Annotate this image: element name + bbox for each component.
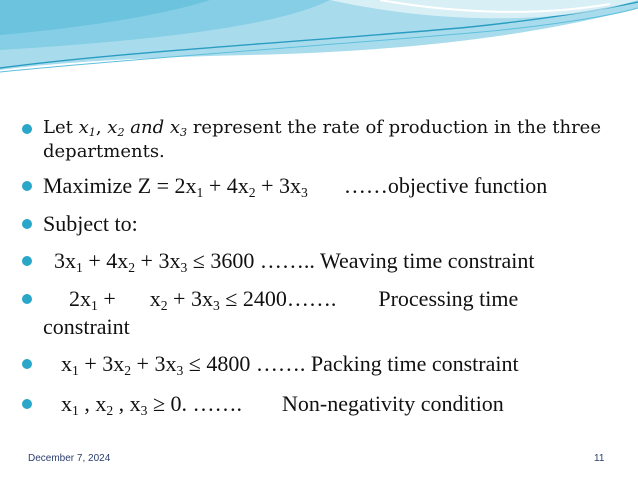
bullet-subject-to: Subject to: xyxy=(22,210,622,238)
bullet-weaving-constraint: $3x_1 + 4x_2 + 3x_3 \le 3600$ …….. Weaving time constraint xyxy=(22,247,622,275)
footer-date: December 7, 2024 xyxy=(28,453,111,464)
slide-content xyxy=(22,116,622,418)
bullet-variables: Let $x_1$, $x_2$ and $x_3$ represent the rate of production in the three departments. xyxy=(22,116,622,164)
bullet-non-negativity: $x_1$ , $x_2$ , $x_3 \ge 0$. ……. Non-negativity condition xyxy=(22,390,622,418)
bullet-processing-constraint: $2x_1 + x_2 + 3x_3$ ≤ 2400……. Processing time constraint xyxy=(22,285,622,340)
bullet-packing-constraint: $x_1 + 3x_2 + 3x_3 \le 4800$ ……. Packing time constraint xyxy=(22,350,622,378)
header-wave-decoration xyxy=(0,0,638,90)
slide-number: 11 xyxy=(594,453,605,464)
bullet-objective: Maximize $Z = 2x_1 + 4x_2 + 3x_3$ ……objective function xyxy=(22,172,622,200)
